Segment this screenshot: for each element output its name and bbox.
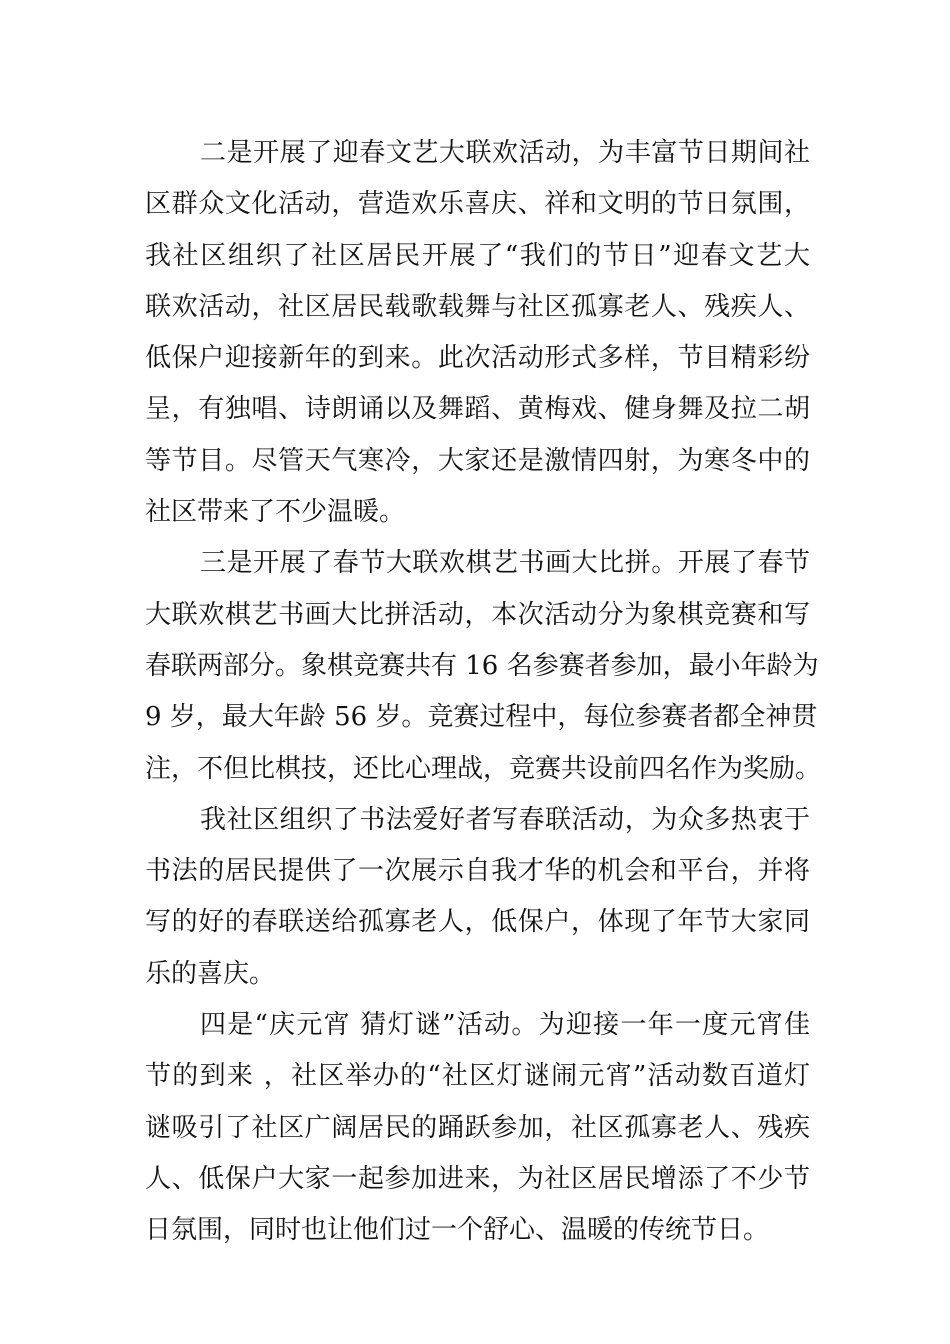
document-page [145, 128, 822, 1257]
text-line: 社区带来了不少温暖。 [145, 497, 406, 528]
text-line: 我社区组织了书法爱好者写春联活动，为众多热衷于 [200, 804, 810, 835]
text-line: 写的好的春联送给孤寡老人，低保户，体现了年节大家同 [145, 907, 810, 938]
text-line: 乐的喜庆。 [145, 958, 276, 989]
text-line: 9 岁，最大年龄 56 岁。竞赛过程中，每位参赛者都全神贯 [145, 702, 818, 733]
text-line: 呈，有独唱、诗朗诵以及舞蹈、黄梅戏、健身舞及拉二胡 [145, 394, 810, 425]
text-line: 联欢活动，社区居民载歌载舞与社区孤寡老人、残疾人、 [145, 291, 810, 322]
text-line: 二是开展了迎春文艺大联欢活动，为丰富节日期间社 [200, 138, 810, 168]
text-line: 注，不但比棋技，还比心理战，竞赛共设前四名作为奖励。 [145, 753, 822, 784]
text-line: 日氛围，同时也让他们过一个舒心、温暖的传统节日。 [145, 1215, 770, 1246]
text-line: 春联两部分。象棋竞赛共有 16 名参赛者参加，最小年龄为 [145, 650, 819, 681]
text-line: 人、低保户大家一起参加进来，为社区居民增添了不少节 [145, 1163, 810, 1194]
text-line: 大联欢棋艺书画大比拼活动，本次活动分为象棋竞赛和写 [145, 599, 810, 630]
text-line: 谜吸引了社区广阔居民的踊跃参加，社区孤寡老人、残疾 [145, 1112, 810, 1143]
text-line: 三是开展了春节大联欢棋艺书画大比拼。开展了春节 [200, 548, 810, 579]
text-line: 四是“庆元宵 猜灯谜”活动。为迎接一年一度元宵佳 [200, 1010, 810, 1041]
text-line: 我社区组织了社区居民开展了“我们的节日”迎春文艺大 [145, 240, 810, 271]
text-line: 区群众文化活动，营造欢乐喜庆、祥和文明的节日氛围， [145, 189, 810, 220]
text-line: 等节目。尽管天气寒冷，大家还是激情四射，为寒冬中的 [145, 445, 810, 476]
text-line: 低保户迎接新年的到来。此次活动形式多样，节目精彩纷 [145, 343, 810, 374]
text-line: 书法的居民提供了一次展示自我才华的机会和平台，并将 [145, 856, 810, 887]
text-line: 节的到来 ，社区举办的“社区灯谜闹元宵”活动数百道灯 [145, 1061, 810, 1092]
